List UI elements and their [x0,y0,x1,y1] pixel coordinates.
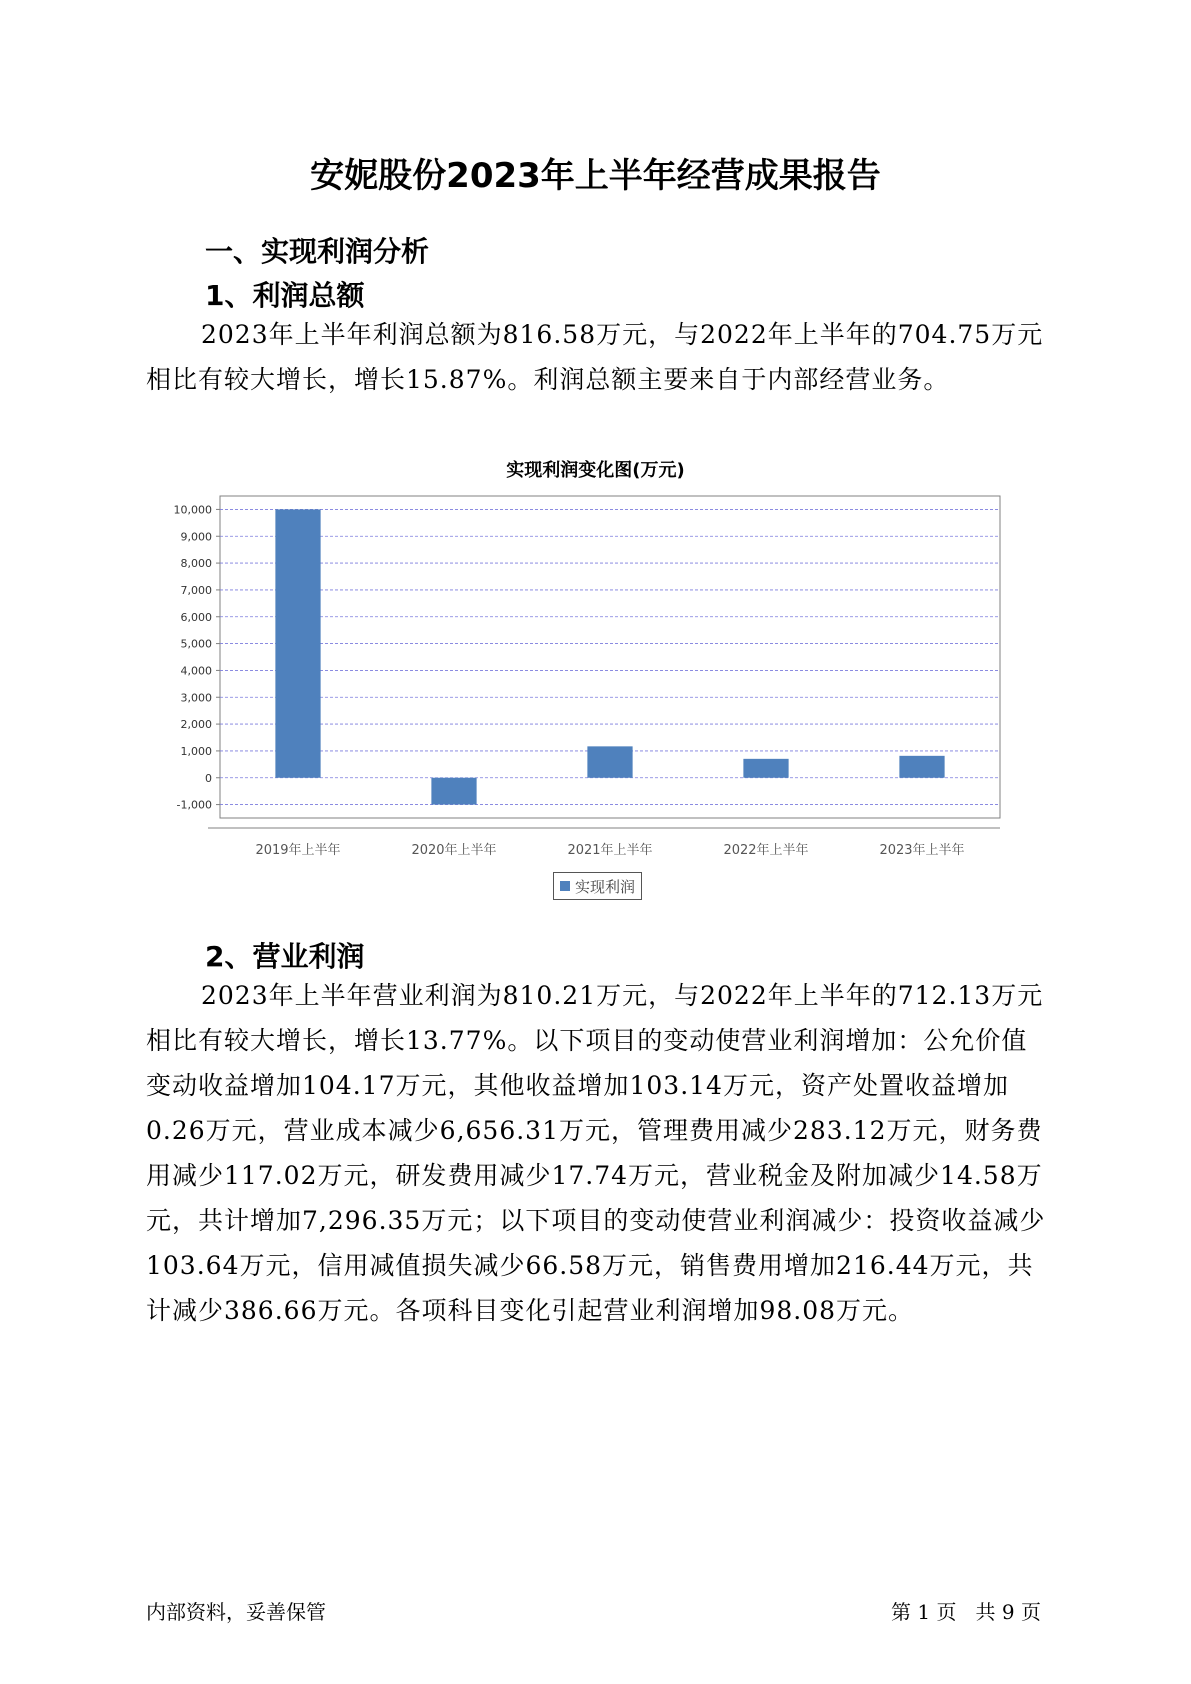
y-tick-label: 9,000 [180,530,212,544]
y-tick-label: 10,000 [173,503,212,517]
profit-bar-chart [140,488,1020,908]
footer-confidential-note: 内部资料，妥善保管 [146,1600,326,1624]
bar [899,756,944,778]
bar [431,778,476,805]
y-tick-label: 5,000 [180,637,212,651]
x-tick-label: 2020年上半年 [411,843,497,858]
chart-legend [553,872,642,900]
y-tick-label: 2,000 [180,718,212,732]
subsection-heading-profit-total: 1、利润总额 [205,279,365,312]
section-heading: 一、实现利润分析 [205,235,430,268]
paragraph-profit-total: 2023年上半年利润总额为816.58万元，与2022年上半年的704.75万元相比有较大增长，增长15.87%。利润总额主要来自于内部经营业务。 [146,320,1044,394]
footer-page-number: 第 1 页 共 9 页 [891,1600,1041,1624]
y-tick-label: 3,000 [180,691,212,705]
bar [275,509,320,777]
document-title: 安妮股份2023年上半年经营成果报告 [310,156,881,196]
x-tick-label: 2022年上半年 [723,843,809,858]
y-tick-label: 8,000 [180,557,212,571]
bar [743,759,788,778]
x-tick-label: 2023年上半年 [879,843,965,858]
x-tick-label: 2019年上半年 [255,843,341,858]
y-tick-label: 0 [205,771,212,785]
y-tick-label: -1,000 [176,798,212,812]
legend-swatch [560,881,570,891]
paragraph-operating-profit: 2023年上半年营业利润为810.21万元，与2022年上半年的712.13万元相比有较大增长，增长13.77%。以下项目的变动使营业利润增加：公允价值变动收益增加104.17万元，其他收益增加103.14万元，资产处置收益增加0.26万元，营业成本减少6,656.31万元，管理费用减少283.12万元，财务费用减少117.02万元，研发费用减少17.74万元，营业税金及附加减少14.58万元，共计增加7,296.35万元；以下项目的变动使营业利润减少：投资收益减少103.64万元，信用减值损失减少66.58万元，销售费用增加216.44万元，共计减少386.66万元。各项科目变化引起营业利润增加98.08万元。 [146,981,1046,1325]
x-tick-label: 2021年上半年 [567,843,653,858]
y-tick-label: 7,000 [180,583,212,597]
chart-title: 实现利润变化图(万元) [506,460,685,481]
subsection-heading-operating-profit: 2、营业利润 [205,940,365,973]
y-tick-label: 1,000 [180,744,212,758]
bar [587,746,632,777]
y-tick-label: 4,000 [180,664,212,678]
legend-label: 实现利润 [575,877,636,896]
y-tick-label: 6,000 [180,610,212,624]
